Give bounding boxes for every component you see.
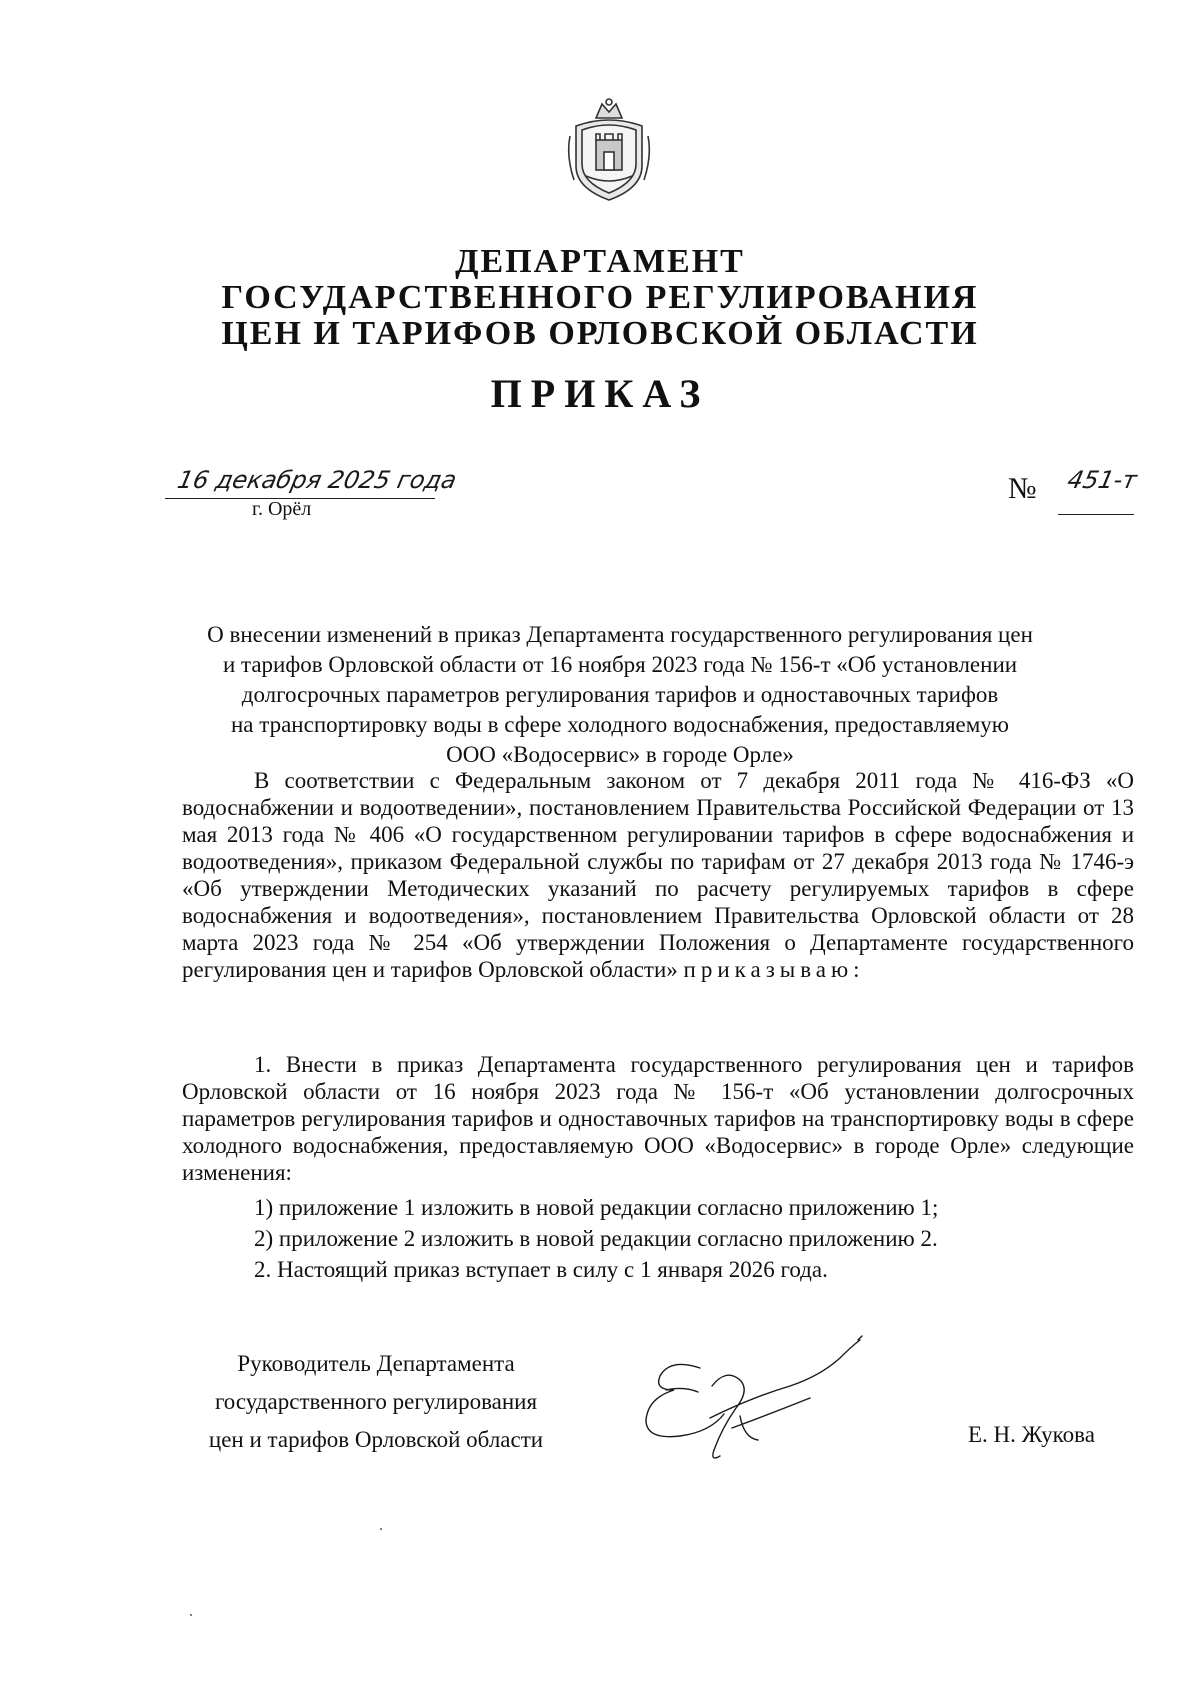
subject-line: долгосрочных параметров регулирования тарифов и одноставочных тарифов — [241, 682, 999, 707]
coat-of-arms-icon — [566, 96, 652, 204]
order-item-1-paragraph: 1. Внести в приказ Департамента государственного регулирования цен и тарифов Орловской области от 16 ноября 2023 года № 156-т «Об установлении долгосрочных параметров регулирования тарифов и одноставочных тарифов на транспортировку воды в сфере холодного водоснабжения, предоставляемую ООО «Водосервис» в городе Орле» следующие изменения: — [182, 1052, 1134, 1185]
number-sign: № — [1008, 472, 1037, 505]
city-label: г. Орёл — [252, 498, 312, 520]
handwritten-signature-icon — [640, 1328, 900, 1488]
department-name-line-3: ЦЕН И ТАРИФОВ ОРЛОВСКОЙ ОБЛАСТИ — [221, 315, 979, 352]
preamble-paragraph — [182, 767, 1134, 983]
document-type-title: ПРИКАЗ — [490, 371, 710, 416]
sub-item-1: 1) приложение 1 изложить в новой редакции согласно приложению 1; — [254, 1195, 939, 1220]
department-name-line-1: ДЕПАРТАМЕНТ — [455, 243, 745, 280]
handwritten-document-number: 451-т — [1065, 466, 1140, 494]
sub-item-2: 2) приложение 2 изложить в новой редакции согласно приложению 2. — [254, 1226, 938, 1251]
document-subject — [180, 620, 1060, 770]
order-item-2: 2. Настоящий приказ вступает в силу с 1 января 2026 года. — [254, 1257, 828, 1282]
signer-position — [186, 1345, 566, 1459]
number-underline — [1058, 514, 1134, 515]
subject-line: и тарифов Орловской области от 16 ноября 2023 года № 156-т «Об установлении — [222, 652, 1018, 677]
order-word: приказываю: — [683, 957, 865, 982]
subject-line: на транспортировку воды в сфере холодного водоснабжения, предоставляемую — [231, 712, 1009, 737]
scan-speck — [190, 1614, 192, 1616]
department-name-line-2: ГОСУДАРСТВЕННОГО РЕГУЛИРОВАНИЯ — [221, 279, 979, 316]
signer-position-line: цен и тарифов Орловской области — [208, 1427, 544, 1452]
preamble-text: В соответствии с Федеральным законом от 7 декабря 2011 года № 416-ФЗ «О водоснабжении и водоотведении», постановлением Правительства Российской Федерации от 13 мая 2013 года № 406 «О государственном регулировании тарифов в сфере водоснабжения и водоотведения», приказом Федеральной службы по тарифам от 27 декабря 2013 года № 1746-э «Об утверждении Методических указаний по расчету регулируемых тарифов в сфере водоснабжения и водоотведения», постановлением Правительства Орловской области от 28 марта 2023 года № 254 «Об утверждении Положения о Департаменте государственного регулирования цен и тарифов Орловской области» — [182, 768, 1134, 982]
signer-position-line: Руководитель Департамента — [237, 1351, 515, 1376]
subject-line: О внесении изменений в приказ Департамента государственного регулирования цен — [207, 622, 1033, 647]
signer-name: Е. Н. Жукова — [968, 1422, 1095, 1447]
scan-speck — [380, 1528, 382, 1530]
subject-line: ООО «Водосервис» в городе Орле» — [446, 742, 794, 767]
handwritten-date: 16 декабря 2025 года — [175, 466, 460, 494]
signer-position-line: государственного регулирования — [214, 1389, 538, 1414]
